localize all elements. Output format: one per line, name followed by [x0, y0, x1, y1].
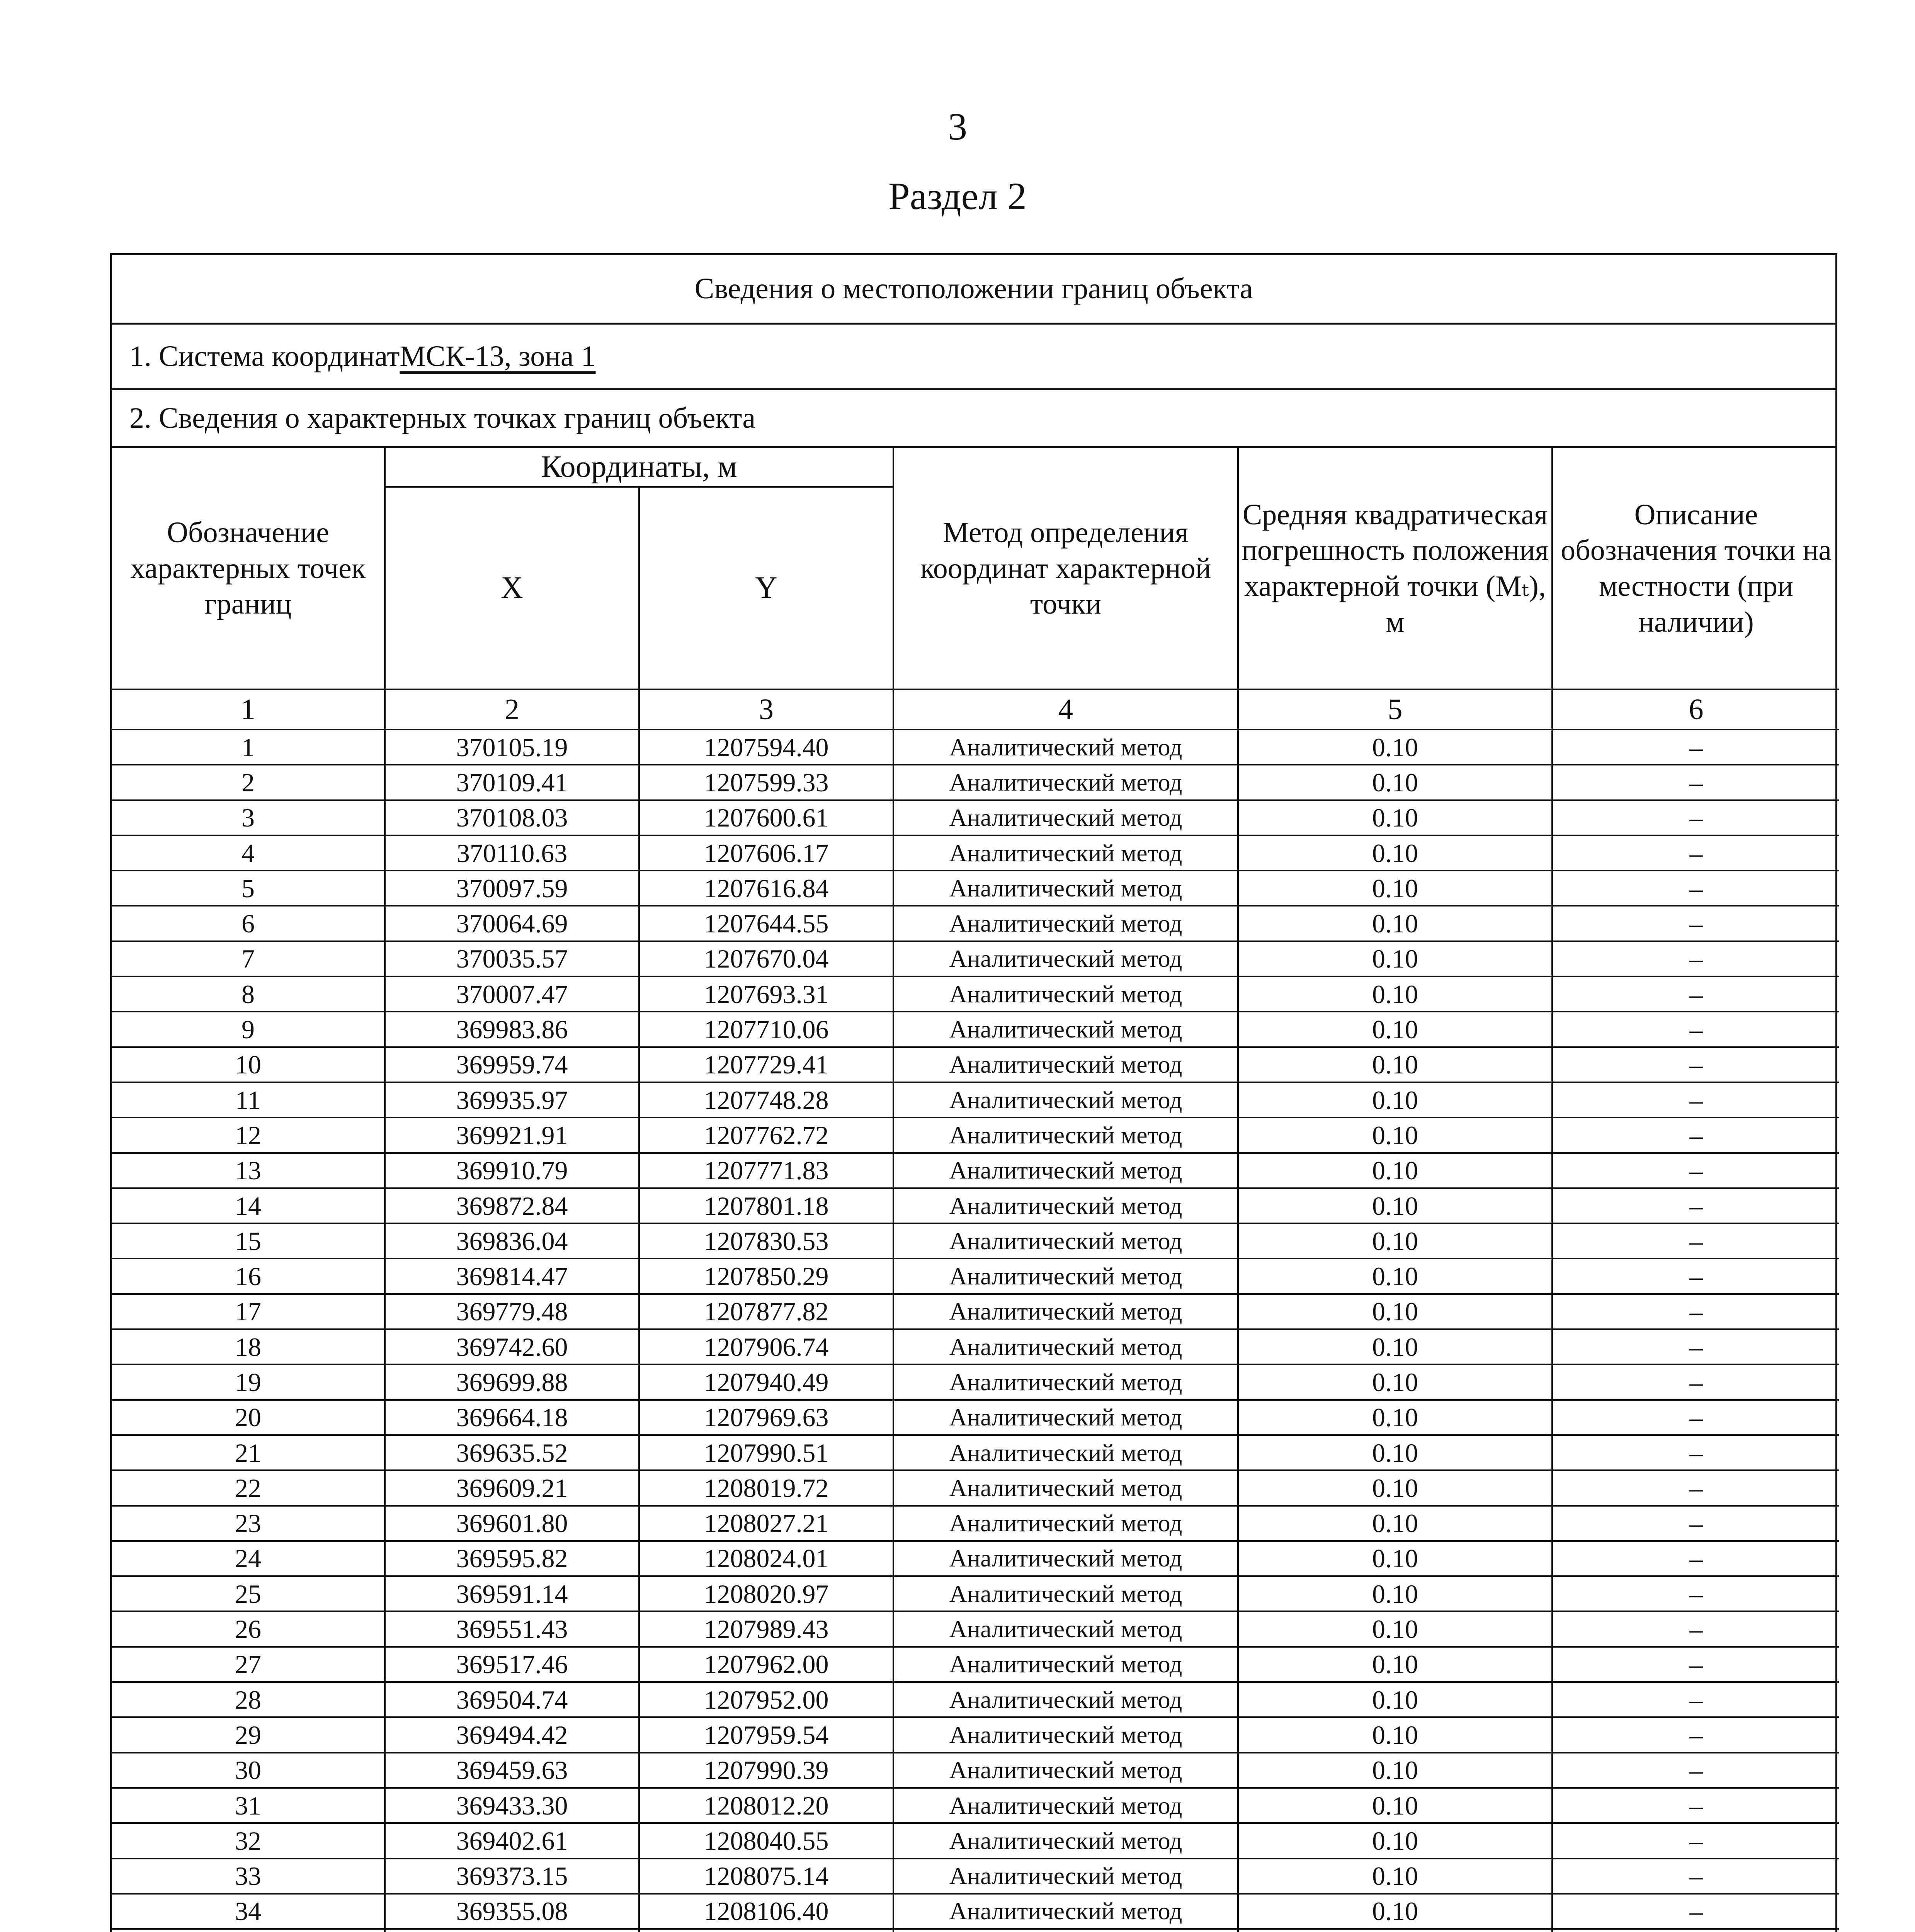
- x-coordinate-cell: 369595.82: [385, 1541, 639, 1576]
- column-number: 2: [385, 689, 639, 730]
- x-coordinate-cell: 369921.91: [385, 1117, 639, 1153]
- x-coordinate-cell: 370007.47: [385, 976, 639, 1012]
- method-cell: Аналитический метод: [893, 1647, 1238, 1682]
- x-coordinate-cell: 370108.03: [385, 800, 639, 835]
- description-cell: –: [1552, 1329, 1839, 1364]
- error-cell: 0.10: [1238, 1435, 1552, 1470]
- table-row: [112, 871, 1839, 906]
- y-coordinate-cell: 1207906.74: [639, 1329, 893, 1364]
- error-cell: 0.10: [1238, 1047, 1552, 1082]
- error-cell: 0.10: [1238, 1082, 1552, 1117]
- table-row: [112, 1823, 1839, 1858]
- points-heading: 2. Сведения о характерных точках границ объекта: [112, 390, 1835, 448]
- column-numbers-row: [112, 689, 1839, 730]
- x-coordinate-cell: 369983.86: [385, 1012, 639, 1047]
- x-coordinate-cell: 369872.84: [385, 1188, 639, 1223]
- point-number-cell: 21: [112, 1435, 385, 1470]
- table-row: [112, 730, 1839, 765]
- x-coordinate-cell: [385, 1929, 639, 1932]
- y-coordinate-cell: 1207989.43: [639, 1611, 893, 1646]
- error-cell: 0.10: [1238, 941, 1552, 976]
- table-row: [112, 1859, 1839, 1894]
- error-cell: 0.10: [1238, 1470, 1552, 1505]
- table-row: [112, 1329, 1839, 1364]
- description-cell: –: [1552, 1364, 1839, 1400]
- table-row: [112, 1506, 1839, 1541]
- point-number-cell: 33: [112, 1859, 385, 1894]
- description-cell: –: [1552, 1541, 1839, 1576]
- error-cell: 0.10: [1238, 1294, 1552, 1329]
- method-cell: Аналитический метод: [893, 1117, 1238, 1153]
- table-row: [112, 1470, 1839, 1505]
- description-cell: –: [1552, 1470, 1839, 1505]
- x-coordinate-cell: 369836.04: [385, 1223, 639, 1259]
- method-cell: Аналитический метод: [893, 871, 1238, 906]
- table-row: [112, 1082, 1839, 1117]
- header-method: Метод определения координат характерной точки: [893, 448, 1238, 689]
- point-number-cell: 30: [112, 1753, 385, 1788]
- point-number-cell: 14: [112, 1188, 385, 1223]
- header-point: Обозначение характерных точек границ: [112, 448, 385, 689]
- method-cell: Аналитический метод: [893, 1223, 1238, 1259]
- x-coordinate-cell: 369517.46: [385, 1647, 639, 1682]
- x-coordinate-cell: 370035.57: [385, 941, 639, 976]
- section-title: Раздел 2: [888, 175, 1027, 218]
- point-number-cell: 2: [112, 765, 385, 800]
- error-cell: 0.10: [1238, 835, 1552, 871]
- y-coordinate-cell: 1208106.40: [639, 1894, 893, 1929]
- coordinate-system-line: [112, 325, 1835, 390]
- description-cell: –: [1552, 1717, 1839, 1752]
- column-number: 4: [893, 689, 1238, 730]
- header-coordinates: Координаты, м: [385, 448, 893, 487]
- point-number-cell: 15: [112, 1223, 385, 1259]
- method-cell: Аналитический метод: [893, 1082, 1238, 1117]
- description-cell: –: [1552, 1117, 1839, 1153]
- error-cell: 0.10: [1238, 1117, 1552, 1153]
- point-number-cell: 32: [112, 1823, 385, 1858]
- description-cell: –: [1552, 1400, 1839, 1435]
- point-number-cell: 26: [112, 1611, 385, 1646]
- table-row: [112, 1647, 1839, 1682]
- error-cell: 0.10: [1238, 1259, 1552, 1294]
- page-number: 3: [948, 105, 967, 148]
- x-coordinate-cell: 369609.21: [385, 1470, 639, 1505]
- table-row: [112, 941, 1839, 976]
- description-cell: –: [1552, 730, 1839, 765]
- y-coordinate-cell: 1208019.72: [639, 1470, 893, 1505]
- method-cell: Аналитический метод: [893, 1188, 1238, 1223]
- point-number-cell: 20: [112, 1400, 385, 1435]
- table-row: [112, 1788, 1839, 1823]
- method-cell: Аналитический метод: [893, 1012, 1238, 1047]
- point-number-cell: 7: [112, 941, 385, 976]
- y-coordinate-cell: 1208012.20: [639, 1788, 893, 1823]
- y-coordinate-cell: 1208027.21: [639, 1506, 893, 1541]
- description-cell: –: [1552, 1823, 1839, 1858]
- column-number: 1: [112, 689, 385, 730]
- method-cell: Аналитический метод: [893, 1364, 1238, 1400]
- y-coordinate-cell: 1207606.17: [639, 835, 893, 871]
- point-number-cell: 31: [112, 1788, 385, 1823]
- x-coordinate-cell: 369494.42: [385, 1717, 639, 1752]
- method-cell: Аналитический метод: [893, 1823, 1238, 1858]
- table-row: [112, 976, 1839, 1012]
- table-row: [112, 1294, 1839, 1329]
- description-cell: –: [1552, 1506, 1839, 1541]
- description-cell: –: [1552, 1294, 1839, 1329]
- point-number-cell: 17: [112, 1294, 385, 1329]
- error-cell: 0.10: [1238, 1859, 1552, 1894]
- header-error: Средняя квадратическая погрешность положения характерной точки (Mₜ), м: [1238, 448, 1552, 689]
- method-cell: Аналитический метод: [893, 1682, 1238, 1717]
- y-coordinate-cell: 1207830.53: [639, 1223, 893, 1259]
- point-number-cell: 18: [112, 1329, 385, 1364]
- y-coordinate-cell: 1208040.55: [639, 1823, 893, 1858]
- error-cell: 0.10: [1238, 1541, 1552, 1576]
- x-coordinate-cell: 369591.14: [385, 1576, 639, 1611]
- description-cell: –: [1552, 941, 1839, 976]
- point-number-cell: 25: [112, 1576, 385, 1611]
- y-coordinate-cell: 1207850.29: [639, 1259, 893, 1294]
- description-cell: –: [1552, 1788, 1839, 1823]
- table-row: [112, 1541, 1839, 1576]
- description-cell: –: [1552, 1223, 1839, 1259]
- x-coordinate-cell: 370105.19: [385, 730, 639, 765]
- method-cell: Аналитический метод: [893, 906, 1238, 941]
- x-coordinate-cell: 369402.61: [385, 1823, 639, 1858]
- table-row: [112, 1223, 1839, 1259]
- error-cell: 0.10: [1238, 1364, 1552, 1400]
- table-row: [112, 765, 1839, 800]
- point-number-cell: 19: [112, 1364, 385, 1400]
- method-cell: Аналитический метод: [893, 941, 1238, 976]
- x-coordinate-cell: 369664.18: [385, 1400, 639, 1435]
- x-coordinate-cell: 370097.59: [385, 871, 639, 906]
- description-cell: –: [1552, 1859, 1839, 1894]
- error-cell: 0.10: [1238, 906, 1552, 941]
- description-cell: –: [1552, 871, 1839, 906]
- table-row: [112, 1259, 1839, 1294]
- y-coordinate-cell: 1207670.04: [639, 941, 893, 976]
- point-number-cell: 12: [112, 1117, 385, 1153]
- column-number: 6: [1552, 689, 1839, 730]
- table-row: [112, 1117, 1839, 1153]
- table-row: [112, 1188, 1839, 1223]
- description-cell: –: [1552, 1259, 1839, 1294]
- point-number-cell: 5: [112, 871, 385, 906]
- error-cell: 0.10: [1238, 1894, 1552, 1929]
- error-cell: 0.10: [1238, 1223, 1552, 1259]
- description-cell: –: [1552, 1894, 1839, 1929]
- point-number-cell: 9: [112, 1012, 385, 1047]
- description-cell: –: [1552, 765, 1839, 800]
- error-cell: 0.10: [1238, 1153, 1552, 1188]
- error-cell: [1238, 1929, 1552, 1932]
- y-coordinate-cell: 1207877.82: [639, 1294, 893, 1329]
- method-cell: Аналитический метод: [893, 765, 1238, 800]
- description-cell: –: [1552, 1611, 1839, 1646]
- y-coordinate-cell: 1207644.55: [639, 906, 893, 941]
- table-row: [112, 1047, 1839, 1082]
- method-cell: Аналитический метод: [893, 1435, 1238, 1470]
- x-coordinate-cell: 369742.60: [385, 1329, 639, 1364]
- point-number-cell: 16: [112, 1259, 385, 1294]
- description-cell: [1552, 1929, 1839, 1932]
- y-coordinate-cell: 1207990.39: [639, 1753, 893, 1788]
- table-row: [112, 906, 1839, 941]
- description-cell: –: [1552, 1082, 1839, 1117]
- description-cell: –: [1552, 1188, 1839, 1223]
- y-coordinate-cell: 1207959.54: [639, 1717, 893, 1752]
- error-cell: 0.10: [1238, 1188, 1552, 1223]
- method-cell: [893, 1929, 1238, 1932]
- description-cell: –: [1552, 1682, 1839, 1717]
- y-coordinate-cell: 1208020.97: [639, 1576, 893, 1611]
- y-coordinate-cell: 1207693.31: [639, 976, 893, 1012]
- method-cell: Аналитический метод: [893, 1894, 1238, 1929]
- x-coordinate-cell: 369459.63: [385, 1753, 639, 1788]
- y-coordinate-cell: 1207616.84: [639, 871, 893, 906]
- table-caption: Сведения о местоположении границ объекта: [112, 255, 1835, 325]
- x-coordinate-cell: 369699.88: [385, 1364, 639, 1400]
- description-cell: –: [1552, 976, 1839, 1012]
- method-cell: Аналитический метод: [893, 1047, 1238, 1082]
- point-number-cell: 23: [112, 1506, 385, 1541]
- error-cell: 0.10: [1238, 1012, 1552, 1047]
- error-cell: 0.10: [1238, 765, 1552, 800]
- method-cell: Аналитический метод: [893, 1859, 1238, 1894]
- error-cell: 0.10: [1238, 1400, 1552, 1435]
- table-row: [112, 1435, 1839, 1470]
- header-description: Описание обозначения точки на местности (при наличии): [1552, 448, 1839, 689]
- point-number-cell: 29: [112, 1717, 385, 1752]
- method-cell: Аналитический метод: [893, 1506, 1238, 1541]
- point-number-cell: 28: [112, 1682, 385, 1717]
- point-number-cell: 10: [112, 1047, 385, 1082]
- y-coordinate-cell: 1207940.49: [639, 1364, 893, 1400]
- method-cell: Аналитический метод: [893, 835, 1238, 871]
- description-cell: –: [1552, 1576, 1839, 1611]
- error-cell: 0.10: [1238, 1611, 1552, 1646]
- x-coordinate-cell: 369355.08: [385, 1894, 639, 1929]
- x-coordinate-cell: 369935.97: [385, 1082, 639, 1117]
- y-coordinate-cell: 1207952.00: [639, 1682, 893, 1717]
- table-row: [112, 800, 1839, 835]
- description-cell: –: [1552, 906, 1839, 941]
- point-number-cell: 34: [112, 1894, 385, 1929]
- error-cell: 0.10: [1238, 730, 1552, 765]
- error-cell: 0.10: [1238, 871, 1552, 906]
- y-coordinate-cell: 1207710.06: [639, 1012, 893, 1047]
- x-coordinate-cell: 369814.47: [385, 1259, 639, 1294]
- y-coordinate-cell: 1207969.63: [639, 1400, 893, 1435]
- method-cell: Аналитический метод: [893, 1717, 1238, 1752]
- table-row: [112, 1753, 1839, 1788]
- coordinate-system-value: МСК-13, зона 1: [400, 340, 596, 372]
- x-coordinate-cell: 369551.43: [385, 1611, 639, 1646]
- y-coordinate-cell: [639, 1929, 893, 1932]
- point-number-cell: 24: [112, 1541, 385, 1576]
- description-cell: –: [1552, 1647, 1839, 1682]
- y-coordinate-cell: 1207801.18: [639, 1188, 893, 1223]
- x-coordinate-cell: 369601.80: [385, 1506, 639, 1541]
- table-row: [112, 1576, 1839, 1611]
- x-coordinate-cell: 369779.48: [385, 1294, 639, 1329]
- description-cell: –: [1552, 1047, 1839, 1082]
- error-cell: 0.10: [1238, 976, 1552, 1012]
- y-coordinate-cell: 1207729.41: [639, 1047, 893, 1082]
- method-cell: Аналитический метод: [893, 1753, 1238, 1788]
- header-y: Y: [639, 487, 893, 689]
- x-coordinate-cell: 370110.63: [385, 835, 639, 871]
- x-coordinate-cell: 370064.69: [385, 906, 639, 941]
- y-coordinate-cell: 1207599.33: [639, 765, 893, 800]
- boundary-sheet: [110, 253, 1837, 1932]
- error-cell: 0.10: [1238, 1823, 1552, 1858]
- point-number-cell: 22: [112, 1470, 385, 1505]
- x-coordinate-cell: 370109.41: [385, 765, 639, 800]
- method-cell: Аналитический метод: [893, 1788, 1238, 1823]
- y-coordinate-cell: 1207748.28: [639, 1082, 893, 1117]
- point-number-cell: 8: [112, 976, 385, 1012]
- point-number-cell: [112, 1929, 385, 1932]
- y-coordinate-cell: 1207600.61: [639, 800, 893, 835]
- description-cell: –: [1552, 1012, 1839, 1047]
- method-cell: Аналитический метод: [893, 1153, 1238, 1188]
- description-cell: –: [1552, 1435, 1839, 1470]
- error-cell: 0.10: [1238, 1753, 1552, 1788]
- x-coordinate-cell: 369504.74: [385, 1682, 639, 1717]
- column-number: 5: [1238, 689, 1552, 730]
- error-cell: 0.10: [1238, 1647, 1552, 1682]
- table-row: [112, 1717, 1839, 1752]
- coordinate-system-label: 1. Система координат: [129, 340, 400, 372]
- x-coordinate-cell: 369635.52: [385, 1435, 639, 1470]
- table-row: [112, 1894, 1839, 1929]
- description-cell: –: [1552, 835, 1839, 871]
- error-cell: 0.10: [1238, 1788, 1552, 1823]
- y-coordinate-cell: 1207990.51: [639, 1435, 893, 1470]
- point-number-cell: 4: [112, 835, 385, 871]
- error-cell: 0.10: [1238, 1717, 1552, 1752]
- table-row: [112, 1400, 1839, 1435]
- point-number-cell: 27: [112, 1647, 385, 1682]
- column-number: 3: [639, 689, 893, 730]
- description-cell: –: [1552, 1753, 1839, 1788]
- method-cell: Аналитический метод: [893, 1470, 1238, 1505]
- error-cell: 0.10: [1238, 1329, 1552, 1364]
- method-cell: Аналитический метод: [893, 976, 1238, 1012]
- method-cell: Аналитический метод: [893, 1400, 1238, 1435]
- error-cell: 0.10: [1238, 1682, 1552, 1717]
- x-coordinate-cell: 369373.15: [385, 1859, 639, 1894]
- point-number-cell: 1: [112, 730, 385, 765]
- x-coordinate-cell: 369910.79: [385, 1153, 639, 1188]
- point-number-cell: 13: [112, 1153, 385, 1188]
- point-number-cell: 11: [112, 1082, 385, 1117]
- y-coordinate-cell: 1207771.83: [639, 1153, 893, 1188]
- description-cell: –: [1552, 1153, 1839, 1188]
- method-cell: Аналитический метод: [893, 1329, 1238, 1364]
- description-cell: –: [1552, 800, 1839, 835]
- point-number-cell: 3: [112, 800, 385, 835]
- table-row: [112, 1364, 1839, 1400]
- method-cell: Аналитический метод: [893, 1576, 1238, 1611]
- table-row: [112, 1682, 1839, 1717]
- table-row: [112, 1611, 1839, 1646]
- method-cell: Аналитический метод: [893, 730, 1238, 765]
- method-cell: Аналитический метод: [893, 800, 1238, 835]
- method-cell: Аналитический метод: [893, 1541, 1238, 1576]
- error-cell: 0.10: [1238, 1576, 1552, 1611]
- table-row: [112, 1012, 1839, 1047]
- x-coordinate-cell: 369433.30: [385, 1788, 639, 1823]
- table-row: [112, 835, 1839, 871]
- y-coordinate-cell: 1208075.14: [639, 1859, 893, 1894]
- y-coordinate-cell: 1207962.00: [639, 1647, 893, 1682]
- method-cell: Аналитический метод: [893, 1294, 1238, 1329]
- x-coordinate-cell: 369959.74: [385, 1047, 639, 1082]
- header-x: X: [385, 487, 639, 689]
- method-cell: Аналитический метод: [893, 1611, 1238, 1646]
- y-coordinate-cell: 1207594.40: [639, 730, 893, 765]
- points-table: [112, 448, 1839, 1932]
- table-row: [112, 1153, 1839, 1188]
- method-cell: Аналитический метод: [893, 1259, 1238, 1294]
- y-coordinate-cell: 1207762.72: [639, 1117, 893, 1153]
- error-cell: 0.10: [1238, 800, 1552, 835]
- y-coordinate-cell: 1208024.01: [639, 1541, 893, 1576]
- error-cell: 0.10: [1238, 1506, 1552, 1541]
- table-row: [112, 1929, 1839, 1932]
- point-number-cell: 6: [112, 906, 385, 941]
